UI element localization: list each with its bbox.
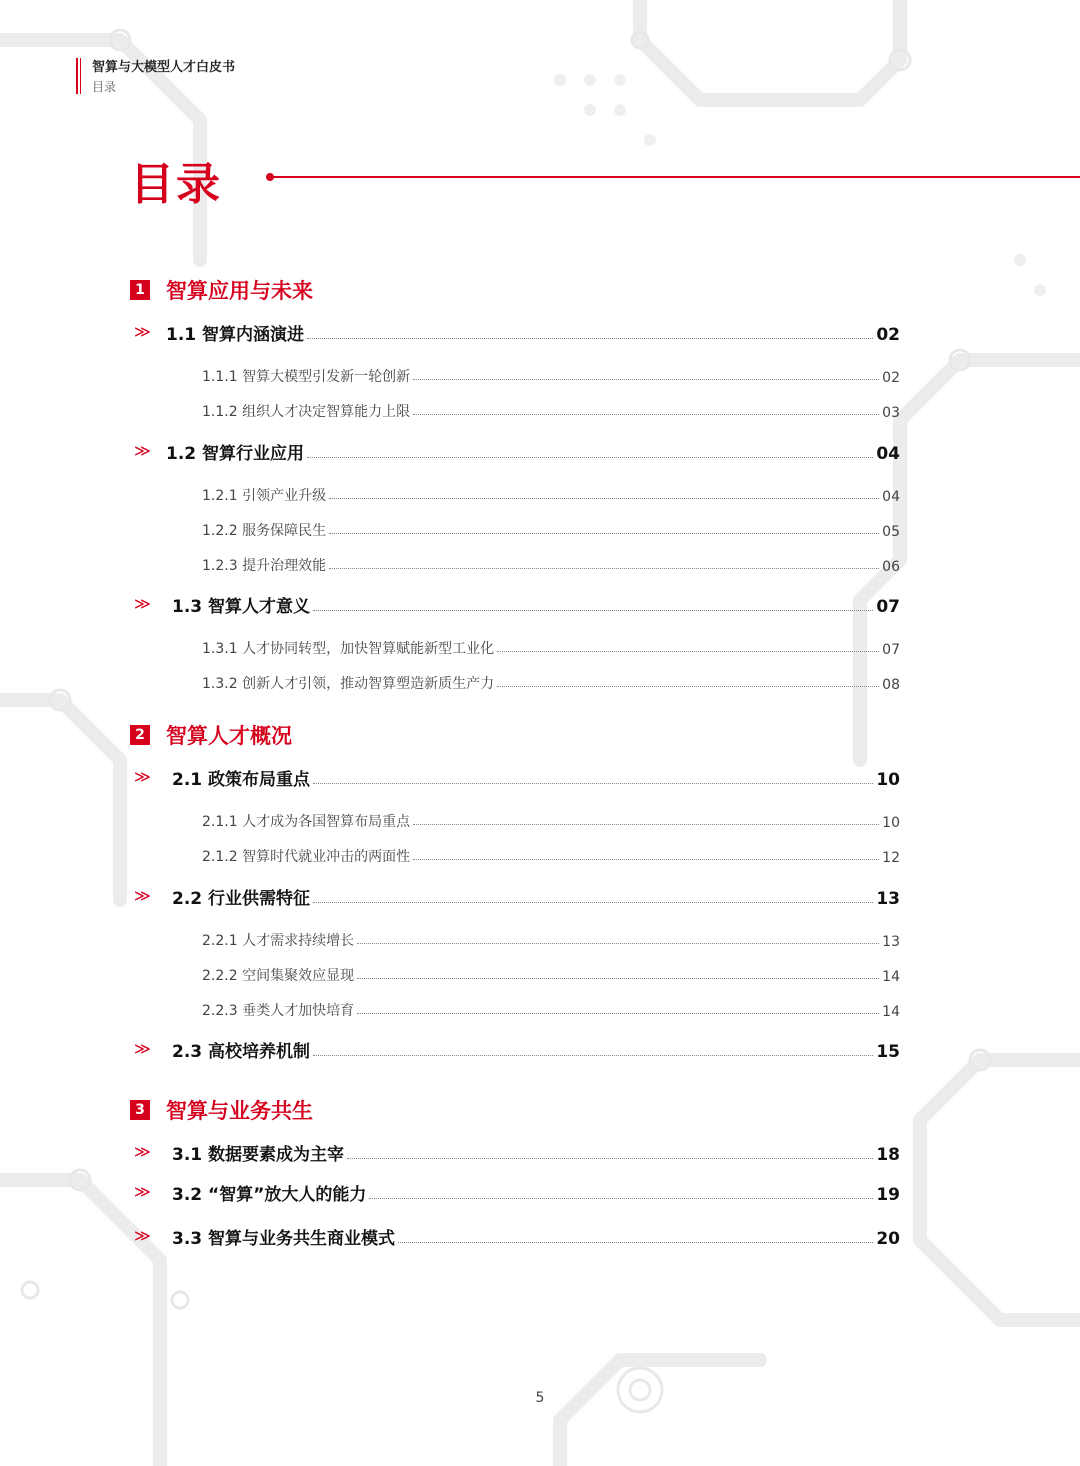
section-title: 2.3 高校培养机制 (172, 1042, 311, 1062)
dot-leader (357, 978, 879, 979)
chapter-title: 智算人才概况 (166, 724, 292, 748)
page-ref: 08 (882, 677, 900, 693)
dot-leader (329, 533, 879, 534)
dot-leader (398, 1242, 873, 1243)
subsection-title: 1.2.1 引领产业升级 (202, 488, 327, 504)
dot-leader (497, 651, 879, 652)
toc-subsection-entry[interactable] (202, 399, 900, 421)
toc-section-entry[interactable] (172, 1139, 900, 1165)
subsection-title: 1.2.3 提升治理效能 (202, 558, 327, 574)
chapter-title: 智算应用与未来 (166, 279, 313, 303)
toc-subsection-entry[interactable] (202, 928, 900, 950)
page-ref: 03 (882, 405, 900, 421)
toc-subsection-entry[interactable] (202, 636, 900, 658)
chapter-title: 智算与业务共生 (166, 1099, 313, 1123)
chevron-icon: ≫ (134, 767, 151, 786)
page-ref: 07 (882, 642, 900, 658)
dot-leader (369, 1198, 873, 1199)
header-accent-bar (76, 58, 81, 94)
chapter-number-badge: 2 (130, 725, 150, 745)
page-ref: 12 (882, 850, 900, 866)
subsection-title: 2.2.3 垂类人才加快培育 (202, 1003, 355, 1019)
toc-subsection-entry[interactable] (202, 963, 900, 985)
toc-section-entry[interactable] (172, 1223, 900, 1249)
page-ref: 02 (876, 325, 900, 345)
page-number: 5 (535, 1390, 545, 1406)
page-ref: 04 (876, 444, 900, 464)
dot-leader (329, 568, 879, 569)
page-ref: 02 (882, 370, 900, 386)
dot-leader (347, 1158, 873, 1159)
dot-leader (497, 686, 879, 687)
dot-leader (413, 824, 879, 825)
chevron-icon: ≫ (134, 594, 151, 613)
subsection-title: 1.1.2 组织人才决定智算能力上限 (202, 404, 411, 420)
page-ref: 20 (876, 1229, 900, 1249)
toc-section-entry[interactable] (166, 438, 900, 464)
chapter-number-badge: 1 (130, 280, 150, 300)
chevron-icon: ≫ (134, 1039, 151, 1058)
chevron-icon: ≫ (134, 1142, 151, 1161)
dot-leader (329, 498, 879, 499)
page-ref: 10 (876, 770, 900, 790)
subsection-title: 2.2.1 人才需求持续增长 (202, 933, 355, 949)
page-ref: 18 (876, 1145, 900, 1165)
section-title: 3.1 数据要素成为主宰 (172, 1145, 345, 1165)
chevron-icon: ≫ (134, 1226, 151, 1245)
section-title: 2.1 政策布局重点 (172, 770, 311, 790)
toc-section-entry[interactable] (166, 319, 900, 345)
section-title: 2.2 行业供需特征 (172, 889, 311, 909)
page-ref: 19 (876, 1185, 900, 1205)
dot-leader (413, 414, 879, 415)
chapter-heading[interactable] (130, 1097, 313, 1123)
dot-leader (313, 902, 873, 903)
subsection-title: 1.3.2 创新人才引领，推动智算塑造新质生产力 (202, 676, 495, 692)
subsection-title: 2.1.2 智算时代就业冲击的两面性 (202, 849, 411, 865)
page-ref: 10 (882, 815, 900, 831)
dot-leader (313, 610, 873, 611)
dot-leader (313, 783, 873, 784)
page-ref: 14 (882, 1004, 900, 1020)
page-ref: 06 (882, 559, 900, 575)
chapter-number-badge: 3 (130, 1100, 150, 1120)
toc-section-entry[interactable] (172, 883, 900, 909)
page-title: 目录 (130, 159, 222, 210)
toc-subsection-entry[interactable] (202, 809, 900, 831)
chevron-icon: ≫ (134, 441, 151, 460)
dot-leader (307, 338, 873, 339)
subsection-title: 2.1.1 人才成为各国智算布局重点 (202, 814, 411, 830)
toc-subsection-entry[interactable] (202, 483, 900, 505)
toc-section-entry[interactable] (172, 764, 900, 790)
dot-leader (357, 943, 879, 944)
title-rule (272, 176, 1080, 178)
subsection-title: 1.2.2 服务保障民生 (202, 523, 327, 539)
section-label: 目录 (92, 80, 117, 94)
section-title: 3.2 “智算”放大人的能力 (172, 1185, 367, 1205)
section-title: 3.3 智算与业务共生商业模式 (172, 1229, 396, 1249)
chevron-icon: ≫ (134, 886, 151, 905)
chevron-icon: ≫ (134, 1182, 151, 1201)
section-title: 1.1 智算内涵演进 (166, 325, 305, 345)
page-ref: 13 (882, 934, 900, 950)
dot-leader (357, 1013, 879, 1014)
subsection-title: 1.1.1 智算大模型引发新一轮创新 (202, 369, 411, 385)
page-ref: 14 (882, 969, 900, 985)
dot-leader (413, 379, 879, 380)
toc-subsection-entry[interactable] (202, 671, 900, 693)
toc-section-entry[interactable] (172, 591, 900, 617)
page-ref: 13 (876, 889, 900, 909)
toc-section-entry[interactable] (172, 1179, 900, 1205)
section-title: 1.2 智算行业应用 (166, 444, 305, 464)
toc-subsection-entry[interactable] (202, 518, 900, 540)
page-ref: 04 (882, 489, 900, 505)
toc-subsection-entry[interactable] (202, 553, 900, 575)
page-ref: 15 (876, 1042, 900, 1062)
toc-subsection-entry[interactable] (202, 364, 900, 386)
chevron-icon: ≫ (134, 322, 151, 341)
page-ref: 07 (876, 597, 900, 617)
subsection-title: 2.2.2 空间集聚效应显现 (202, 968, 355, 984)
page-ref: 05 (882, 524, 900, 540)
document-title: 智算与大模型人才白皮书 (92, 60, 236, 75)
subsection-title: 1.3.1 人才协同转型，加快智算赋能新型工业化 (202, 641, 495, 657)
toc-subsection-entry[interactable] (202, 844, 900, 866)
toc-section-entry[interactable] (172, 1036, 900, 1062)
dot-leader (413, 859, 879, 860)
toc-subsection-entry[interactable] (202, 998, 900, 1020)
dot-leader (313, 1055, 873, 1056)
section-title: 1.3 智算人才意义 (172, 597, 311, 617)
chapter-heading[interactable] (130, 277, 313, 303)
chapter-heading[interactable] (130, 722, 292, 748)
dot-leader (307, 457, 873, 458)
